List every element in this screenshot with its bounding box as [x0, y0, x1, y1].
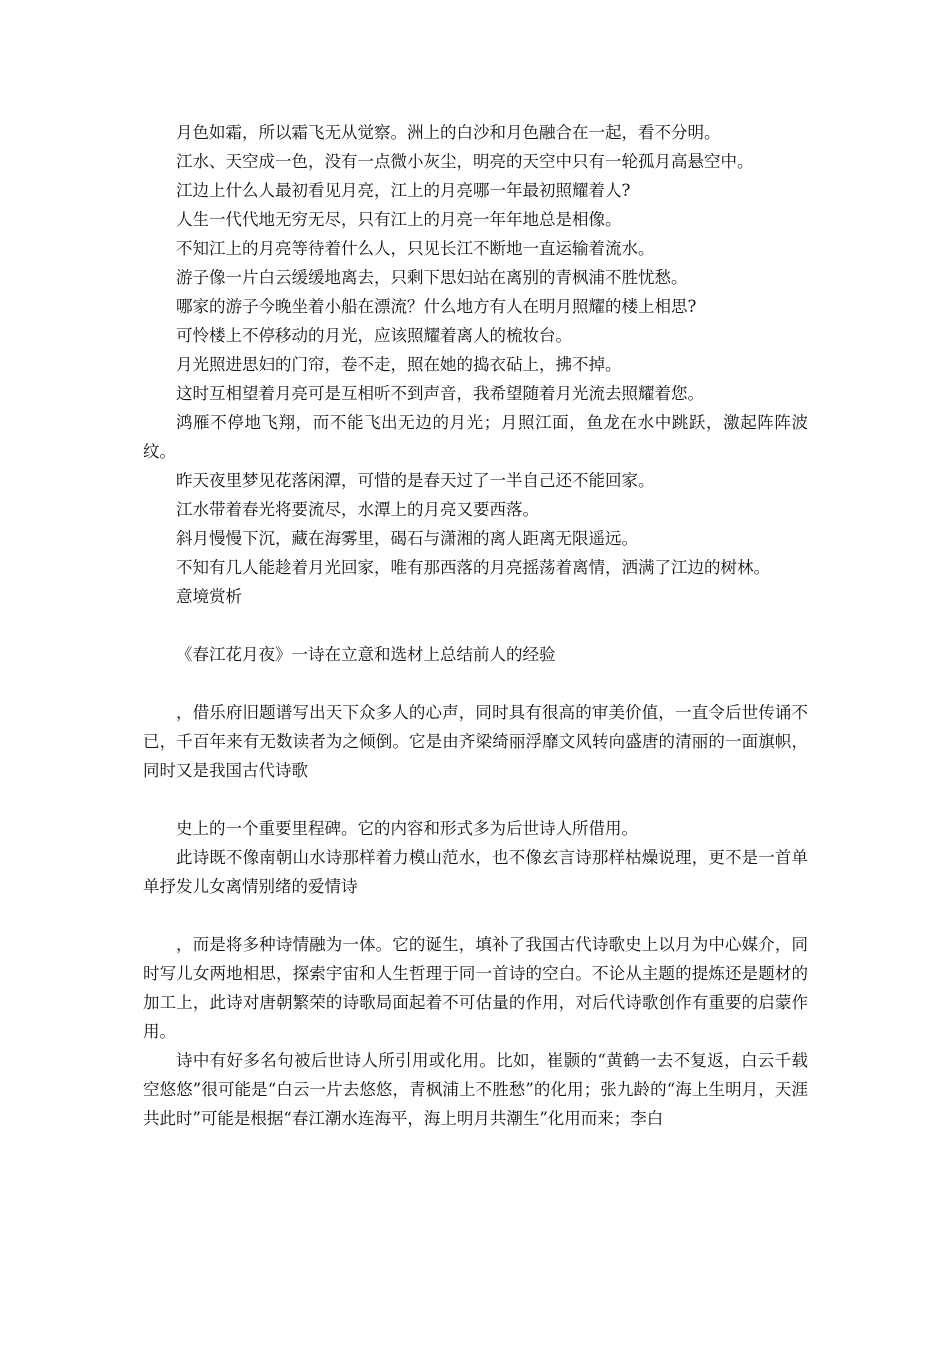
paragraph-15: 不知有几人能趁着月光回家，唯有那西落的月亮摇荡着离情，洒满了江边的树林。	[176, 558, 770, 577]
paragraph-21: ，而是将多种诗情融为一体。它的诞生，填补了我国古代诗歌史上以月为中心媒介，同时写儿女两地相思，探索宇宙和人生哲理于同一首诗的空白。不论从主题的提炼还是题材的加工上，此诗对唐朝繁荣的诗歌局面起着不可估量的作用，对后代诗歌创作有重要的启蒙作用。	[143, 935, 808, 1041]
spacer	[143, 901, 808, 930]
section-heading: 意境赏析	[176, 587, 242, 606]
paragraph-17: 《春江花月夜》一诗在立意和选材上总结前人的经验	[176, 645, 556, 664]
paragraph-14: 斜月慢慢下沉，藏在海雾里，碣石与潇湘的离人距离无限遥远。	[176, 529, 638, 548]
paragraph-11: 鸿雁不停地飞翔，而不能飞出无边的月光；月照江面，鱼龙在水中跳跃，激起阵阵波纹。	[143, 413, 808, 461]
paragraph-9: 月光照进思妇的门帘，卷不走，照在她的捣衣砧上，拂不掉。	[176, 355, 622, 374]
paragraph-20: 此诗既不像南朝山水诗那样着力模山范水，也不像玄言诗那样枯燥说理，更不是一首单单抒发儿女离情别绪的爱情诗	[143, 848, 808, 896]
paragraph-19: 史上的一个重要里程碑。它的内容和形式多为后世诗人所借用。	[176, 819, 638, 838]
paragraph-8: 可怜楼上不停移动的月光，应该照耀着离人的梳妆台。	[176, 326, 572, 345]
paragraph-5: 不知江上的月亮等待着什么人，只见长江不断地一直运输着流水。	[176, 239, 655, 258]
spacer	[143, 611, 808, 640]
paragraph-2: 江水、天空成一色，没有一点微小灰尘，明亮的天空中只有一轮孤月高悬空中。	[176, 152, 754, 171]
paragraph-18: ，借乐府旧题谱写出天下众多人的心声，同时具有很高的审美价值，一直令后世传诵不已，千百年来有无数读者为之倾倒。它是由齐梁绮丽浮靡文风转向盛唐的清丽的一面旗帜，同时又是我国古代诗歌	[143, 703, 808, 780]
paragraph-10: 这时互相望着月亮可是互相听不到声音，我希望随着月光流去照耀着您。	[176, 384, 704, 403]
paragraph-13: 江水带着春光将要流尽，水潭上的月亮又要西落。	[176, 500, 539, 519]
paragraph-4: 人生一代代地无穷无尽，只有江上的月亮一年年地总是相像。	[176, 210, 622, 229]
spacer	[143, 669, 808, 698]
paragraph-6: 游子像一片白云缓缓地离去，只剩下思妇站在离别的青枫浦不胜忧愁。	[176, 268, 688, 287]
paragraph-12: 昨天夜里梦见花落闲潭，可惜的是春天过了一半自己还不能回家。	[176, 471, 655, 490]
document-body	[143, 118, 808, 1133]
paragraph-7: 哪家的游子今晚坐着小船在漂流？什么地方有人在明月照耀的楼上相思?	[176, 297, 697, 316]
paragraph-22: 诗中有好多名句被后世诗人所引用或化用。比如，崔颢的“黄鹤一去不复返，白云千载空悠悠”很可能是“白云一片去悠悠，青枫浦上不胜愁”的化用；张九龄的“海上生明月，天涯共此时”可能是根据“春江潮水连海平，海上明月共潮生”化用而来；李白	[143, 1051, 808, 1128]
paragraph-1: 月色如霜，所以霜飞无从觉察。洲上的白沙和月色融合在一起，看不分明。	[176, 123, 721, 142]
paragraph-3: 江边上什么人最初看见月亮，江上的月亮哪一年最初照耀着人?	[176, 181, 631, 200]
spacer	[143, 785, 808, 814]
